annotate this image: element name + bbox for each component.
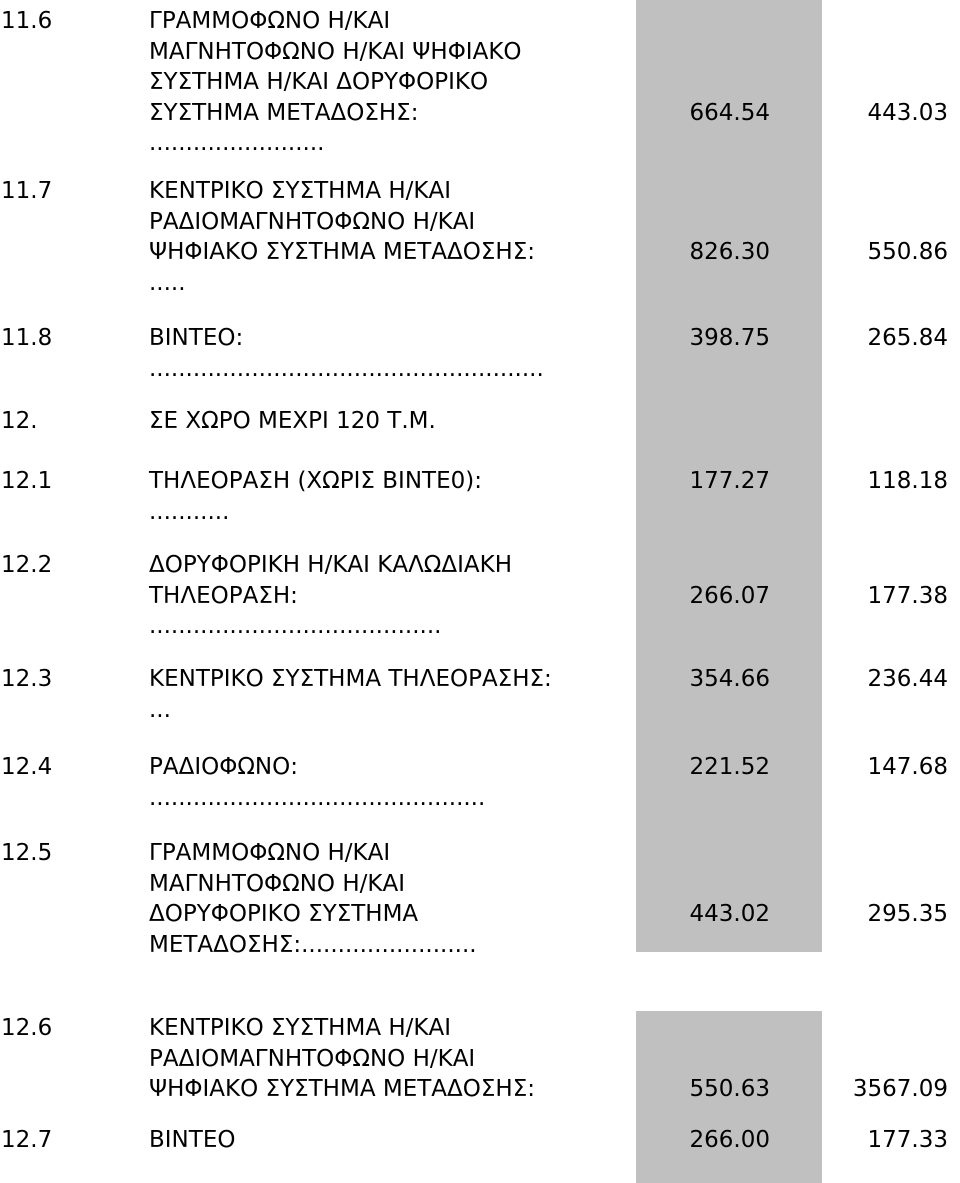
value-column-1: 221.52 [689, 754, 770, 780]
value-column-1: 826.30 [689, 239, 770, 265]
value-column-2: 147.68 [867, 754, 948, 780]
value-column-1: 266.07 [689, 582, 770, 609]
value-column-2: 550.86 [867, 239, 948, 265]
row-number: 11.6 [1, 8, 53, 34]
value-column-2: 118.18 [867, 468, 948, 494]
value-column-2: 3567.09 [852, 1076, 948, 1102]
row-description-line: ΤΗΛΕΟΡΑΣΗ (ΧΩΡΙΣ ΒΙΝΤΕ0): [149, 468, 482, 494]
row-description-line: .............................................. [149, 784, 486, 811]
row-description-line: ........................................ [149, 613, 442, 639]
value-column-1: 177.27 [689, 468, 770, 494]
row-number: 11.7 [1, 178, 53, 204]
value-column-2: 443.03 [867, 99, 948, 126]
row-number: 12.5 [1, 840, 53, 866]
row-description-line: ΜΑΓΝΗΤΟΦΩΝΟ Η/ΚΑΙ [149, 870, 405, 897]
row-description-line: ΜΕΤΑΔΟΣΗΣ:........................ [149, 931, 477, 958]
row-description-line: ΨΗΦΙΑΚΟ ΣΥΣΤΗΜΑ ΜΕΤΑΔΟΣΗΣ: [149, 1076, 535, 1102]
row-number: 12.4 [1, 754, 53, 780]
row-description-line: ΨΗΦΙΑΚΟ ΣΥΣΤΗΜΑ ΜΕΤΑΔΟΣΗΣ: [149, 239, 535, 265]
row-number: 12.2 [1, 552, 53, 578]
row-description-line: ΣΥΣΤΗΜΑ Η/ΚΑΙ ΔΟΡΥΦΟΡΙΚΟ [149, 69, 489, 95]
row-description-line: ΤΗΛΕΟΡΑΣΗ: [149, 582, 298, 609]
row-description-line: ΚΕΝΤΡΙΚΟ ΣΥΣΤΗΜΑ ΤΗΛΕΟΡΑΣΗΣ: [149, 666, 552, 692]
row-description-line: ΔΟΡΥΦΟΡΙΚΗ Η/ΚΑΙ ΚΑΛΩΔΙΑΚΗ [149, 552, 513, 578]
row-number: 12.1 [1, 468, 53, 494]
value-column-1: 550.63 [689, 1076, 770, 1102]
row-description-line: ΔΟΡΥΦΟΡΙΚΟ ΣΥΣΤΗΜΑ [149, 901, 419, 927]
row-description-line: ΡΑΔΙΟΦΩΝΟ: [149, 754, 298, 780]
row-description-line: ΒΙΝΤΕΟ: [149, 325, 244, 351]
value-column-1: 443.02 [689, 901, 770, 927]
row-description-line: ΓΡΑΜΜΟΦΩΝΟ Η/ΚΑΙ [149, 840, 391, 866]
row-number: 12.3 [1, 666, 53, 692]
row-description-line: ........................ [149, 130, 325, 156]
row-number: 12. [1, 408, 38, 434]
row-description-line: ..... [149, 269, 186, 296]
row-description-line: ΣΥΣΤΗΜΑ ΜΕΤΑΔΟΣΗΣ: [149, 99, 419, 126]
row-description-line: ΜΑΓΝΗΤΟΦΩΝΟ Η/ΚΑΙ ΨΗΦΙΑΚΟ [149, 38, 522, 65]
value-column-2: 177.33 [867, 1127, 948, 1153]
row-description-line: ΡΑΔΙΟΜΑΓΝΗΤΟΦΩΝΟ Η/ΚΑΙ [149, 1045, 476, 1072]
value-column-1: 266.00 [689, 1127, 770, 1153]
value-column-2: 265.84 [867, 325, 948, 351]
row-description-line: ΒΙΝΤΕΟ [149, 1127, 236, 1153]
value-column-2: 177.38 [867, 582, 948, 609]
row-number: 11.8 [1, 325, 53, 351]
value-column-2: 295.35 [867, 901, 948, 927]
row-description-line: ...................................................... [149, 355, 544, 382]
value-column-1: 398.75 [689, 325, 770, 351]
value-column-1: 354.66 [689, 666, 770, 692]
row-description-line: ΡΑΔΙΟΜΑΓΝΗΤΟΦΩΝΟ Η/ΚΑΙ [149, 208, 476, 235]
row-description-line: ........... [149, 498, 230, 525]
row-description-line: ... [149, 696, 171, 723]
row-description-line: ΚΕΝΤΡΙΚΟ ΣΥΣΤΗΜΑ Η/ΚΑΙ [149, 178, 452, 204]
row-description-line: ΣΕ ΧΩΡΟ ΜΕΧΡΙ 120 Τ.Μ. [149, 408, 436, 434]
value-column-2: 236.44 [867, 666, 948, 692]
value-column-1: 664.54 [689, 99, 770, 126]
row-description-line: ΓΡΑΜΜΟΦΩΝΟ Η/ΚΑΙ [149, 8, 391, 34]
row-description-line: ΚΕΝΤΡΙΚΟ ΣΥΣΤΗΜΑ Η/ΚΑΙ [149, 1015, 452, 1041]
row-number: 12.6 [1, 1015, 53, 1041]
row-number: 12.7 [1, 1127, 53, 1153]
